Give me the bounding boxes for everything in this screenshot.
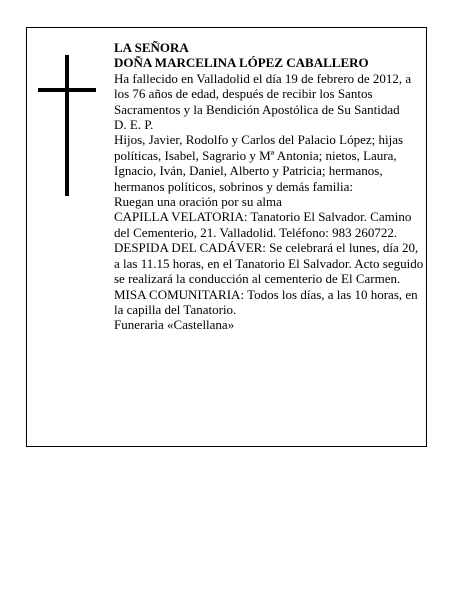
family-members: Hijos, Javier, Rodolfo y Carlos del Palacio López; hijas políticas, Isabel, Sagrario y Mª Antonia; nietos, Laura, Ignacio, Iván, Daniel, Alberto y Patricia; hermanos, hermanos políticos, sobrinos y demás familia: <box>114 132 404 194</box>
mass-info: MISA COMUNITARIA: Todos los días, a las 10 horas, en la capilla del Tanatorio. <box>114 286 418 317</box>
cross-horizontal-bar <box>38 88 96 92</box>
death-announcement: Ha fallecido en Valladolid el día 19 de febrero de 2012, a los 76 años de edad, después de recibir los Santos Sacramentos y la Bendición Apostólica de Su Santidad <box>114 70 412 117</box>
deceased-name: DOÑA MARCELINA LÓPEZ CABALLERO <box>114 55 369 71</box>
prayer-request: Ruegan una oración por su alma <box>114 194 282 210</box>
notice-title: LA SEÑORA <box>114 40 189 55</box>
cross-icon <box>38 55 96 196</box>
farewell-info: DESPIDA DEL CADÁVER: Se celebrará el lunes, día 20, a las 11.15 horas, en el Tanatorio El Salvador. Acto seguido se realizará la conducción al cementerio de El Carmen. <box>114 240 424 287</box>
chapel-info: CAPILLA VELATORIA: Tanatorio El Salvador. Camino del Cementerio, 21. Valladolid. Teléfono: 983 260722. <box>114 209 412 240</box>
funeral-home: Funeraria «Castellana» <box>114 317 235 333</box>
cross-vertical-bar <box>65 55 69 196</box>
rest-in-peace: D. E. P. <box>114 117 154 133</box>
obituary-text <box>114 40 426 333</box>
